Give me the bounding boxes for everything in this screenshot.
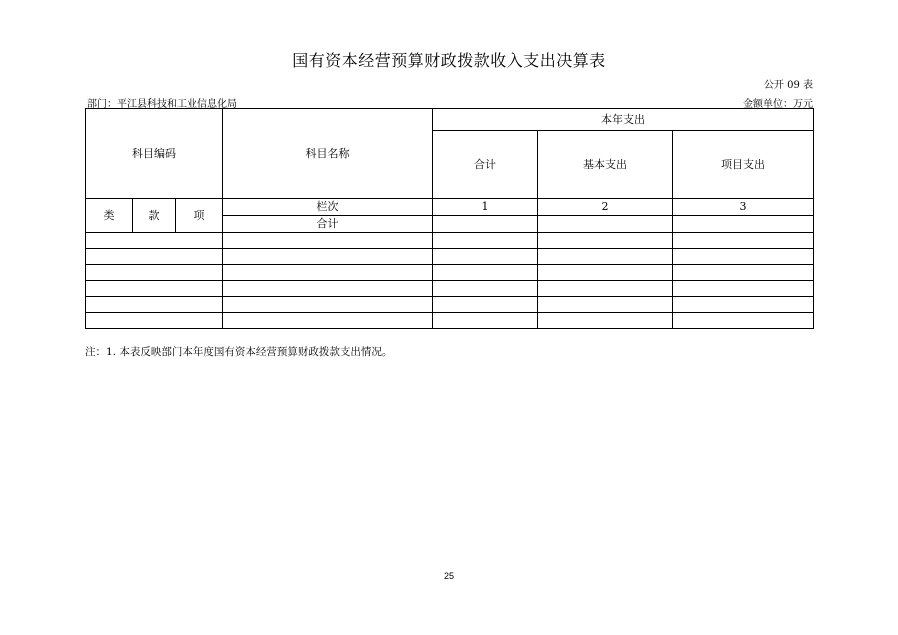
section-header: 款 (133, 199, 176, 233)
table-row (86, 313, 814, 329)
column-number-3: 3 (673, 199, 814, 216)
page-number: 25 (443, 571, 454, 581)
page-title: 国有资本经营预算财政拨款收入支出决算表 (292, 51, 606, 70)
item-header: 项 (176, 199, 223, 233)
total-header: 合计 (433, 131, 538, 199)
total-row-label: 合计 (223, 216, 433, 233)
basic-expenditure-header: 基本支出 (538, 131, 673, 199)
table-row (86, 249, 814, 265)
unit-label: 金额单位：万元 (743, 99, 813, 110)
department-label: 部门：平江县科技和工业信息化局 (87, 99, 237, 110)
budget-table (85, 108, 814, 329)
form-number: 公开 09 表 (763, 80, 813, 91)
footnote: 注：1. 本表反映部门本年度国有资本经营预算财政拨款支出情况。 (85, 346, 393, 358)
table-row (86, 265, 814, 281)
column-number-2: 2 (538, 199, 673, 216)
category-header: 类 (86, 199, 133, 233)
total-row-value-2 (538, 216, 673, 233)
column-index-label: 栏次 (223, 199, 433, 216)
table-row (86, 297, 814, 313)
project-expenditure-header: 项目支出 (673, 131, 814, 199)
total-row-value-1 (433, 216, 538, 233)
table-row (86, 281, 814, 297)
total-row-value-3 (673, 216, 814, 233)
table-row (86, 233, 814, 249)
current-year-expenditure-header: 本年支出 (433, 109, 814, 131)
column-number-1: 1 (433, 199, 538, 216)
subject-name-header: 科目名称 (223, 109, 433, 199)
subject-code-header: 科目编码 (86, 109, 223, 199)
